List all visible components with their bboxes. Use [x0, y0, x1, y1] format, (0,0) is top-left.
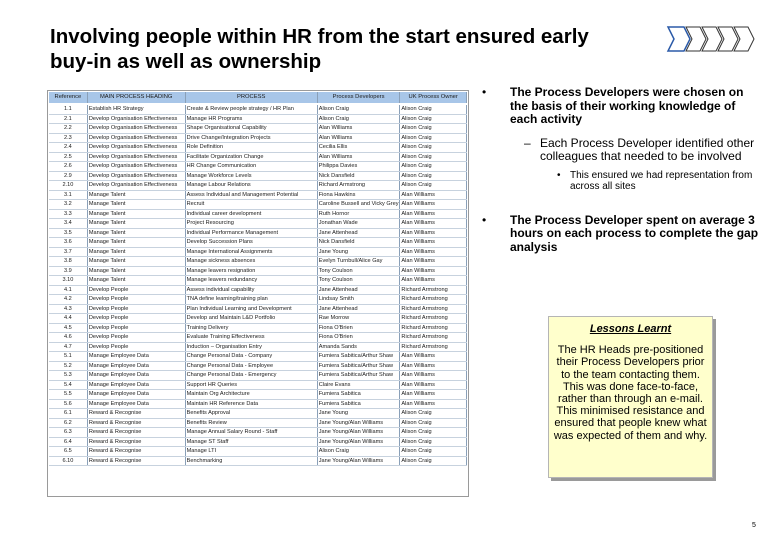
table-cell: Fumiera Sabitica — [317, 399, 400, 409]
table-cell: Manage Employee Data — [87, 352, 185, 362]
table-cell: Evaluate Training Effectiveness — [185, 333, 317, 343]
column-header: MAIN PROCESS HEADING — [87, 92, 185, 104]
table-cell: 1.1 — [49, 104, 87, 114]
table-cell: Alison Craig — [400, 181, 467, 191]
table-cell: Develop People — [87, 342, 185, 352]
table-cell: Project Resourcing — [185, 219, 317, 229]
table-cell: Fumiera Sabitica — [317, 390, 400, 400]
table-cell: Claire Evans — [317, 380, 400, 390]
column-header: Process Developers — [317, 92, 400, 104]
table-cell: Alison Craig — [317, 104, 400, 114]
process-chevrons-icon — [666, 24, 762, 54]
table-cell: Training Delivery — [185, 323, 317, 333]
column-header: Reference — [49, 92, 87, 104]
table-cell: Facilitate Organization Change — [185, 152, 317, 162]
table-cell: 3.9 — [49, 266, 87, 276]
table-cell: Develop Organisation Effectiveness — [87, 133, 185, 143]
table-cell: HR Change Communication — [185, 162, 317, 172]
table-row — [49, 162, 467, 172]
sub-sub-bullet-sites — [482, 170, 764, 192]
table-cell: Develop People — [87, 304, 185, 314]
table-cell: Alison Craig — [400, 162, 467, 172]
table-cell: Individual career development — [185, 209, 317, 219]
table-cell: Manage Employee Data — [87, 380, 185, 390]
table-cell: 4.6 — [49, 333, 87, 343]
table-cell: Benchmarking — [185, 456, 317, 466]
table-cell: Recruit — [185, 200, 317, 210]
table-body — [49, 104, 467, 466]
table-cell: Tony Coulson — [317, 266, 400, 276]
table-cell: Manage Labour Relations — [185, 181, 317, 191]
table-cell: 5.2 — [49, 361, 87, 371]
table-cell: Jane Young/Alan Williams — [317, 428, 400, 438]
table-cell: Develop Organisation Effectiveness — [87, 143, 185, 153]
table-cell: 3.10 — [49, 276, 87, 286]
table-cell: Alan Williams — [400, 390, 467, 400]
table-row — [49, 124, 467, 134]
table-cell: Alison Craig — [317, 447, 400, 457]
table-cell: 2.1 — [49, 114, 87, 124]
table-row — [49, 428, 467, 438]
table-cell: 3.4 — [49, 219, 87, 229]
table-cell: Alison Craig — [400, 171, 467, 181]
column-header: UK Process Owner — [400, 92, 467, 104]
table-row — [49, 371, 467, 381]
column-header: PROCESS — [185, 92, 317, 104]
process-table — [49, 92, 467, 466]
table-row — [49, 257, 467, 267]
table-cell: Manage Workforce Levels — [185, 171, 317, 181]
table-cell: Rae Morrow — [317, 314, 400, 324]
table-cell: Alison Craig — [400, 104, 467, 114]
table-cell: 3.1 — [49, 190, 87, 200]
table-cell: Alan Williams — [317, 152, 400, 162]
table-cell: Jonathan Wade — [317, 219, 400, 229]
table-row — [49, 181, 467, 191]
table-cell: Manage LTI — [185, 447, 317, 457]
table-row — [49, 152, 467, 162]
table-cell: Alison Craig — [400, 114, 467, 124]
table-cell: Alison Craig — [400, 418, 467, 428]
table-cell: Develop People — [87, 285, 185, 295]
table-cell: 5.3 — [49, 371, 87, 381]
small-bullet-marker: • — [557, 169, 561, 181]
table-row — [49, 437, 467, 447]
table-cell: Alan Williams — [400, 247, 467, 257]
table-cell: Alan Williams — [400, 238, 467, 248]
table-cell: Jane Attenhead — [317, 304, 400, 314]
table-cell: Benefits Approval — [185, 409, 317, 419]
table-cell: Manage Talent — [87, 219, 185, 229]
table-cell: Manage Talent — [87, 238, 185, 248]
lessons-learnt-note — [548, 316, 713, 478]
table-row — [49, 133, 467, 143]
table-cell: Alison Craig — [400, 447, 467, 457]
table-cell: Alison Craig — [400, 428, 467, 438]
table-cell: Richard Armstrong — [400, 285, 467, 295]
table-cell: 6.10 — [49, 456, 87, 466]
table-cell: Develop Succession Plans — [185, 238, 317, 248]
table-cell: Alison Craig — [400, 437, 467, 447]
table-cell: Develop Organisation Effectiveness — [87, 152, 185, 162]
table-cell: Alan Williams — [400, 276, 467, 286]
dash-marker: – — [524, 135, 531, 150]
table-cell: Richard Armstrong — [400, 314, 467, 324]
table-cell: Maintain Org Architecture — [185, 390, 317, 400]
table-cell: Alan Williams — [400, 219, 467, 229]
table-row — [49, 304, 467, 314]
table-cell: 2.4 — [49, 143, 87, 153]
table-cell: Reward & Recognise — [87, 409, 185, 419]
table-cell: Alan Williams — [400, 380, 467, 390]
table-cell: Create & Review people strategy / HR Plan — [185, 104, 317, 114]
table-cell: 3.3 — [49, 209, 87, 219]
table-cell: Reward & Recognise — [87, 437, 185, 447]
table-cell: Alan Williams — [400, 361, 467, 371]
table-row — [49, 342, 467, 352]
table-cell: Ruth Hornor — [317, 209, 400, 219]
table-cell: Shape Organisational Capability — [185, 124, 317, 134]
table-cell: Nick Dansfield — [317, 238, 400, 248]
table-row — [49, 219, 467, 229]
table-cell: Induction – Organisation Entry — [185, 342, 317, 352]
table-cell: Lindsay Smith — [317, 295, 400, 305]
table-cell: Richard Armstrong — [400, 295, 467, 305]
table-row — [49, 399, 467, 409]
table-row — [49, 171, 467, 181]
table-row — [49, 104, 467, 114]
table-cell: 2.3 — [49, 133, 87, 143]
table-cell: 6.2 — [49, 418, 87, 428]
table-cell: Establish HR Strategy — [87, 104, 185, 114]
table-cell: Change Personal Data - Employee — [185, 361, 317, 371]
table-cell: Develop People — [87, 323, 185, 333]
table-cell: Jane Attenhead — [317, 228, 400, 238]
table-cell: Richard Armstrong — [400, 342, 467, 352]
table-cell: Assess individual capability — [185, 285, 317, 295]
table-cell: Develop People — [87, 314, 185, 324]
table-cell: Benefits Review — [185, 418, 317, 428]
table-cell: Cecilia Ellis — [317, 143, 400, 153]
table-cell: Develop Organisation Effectiveness — [87, 171, 185, 181]
table-cell: Alison Craig — [400, 456, 467, 466]
table-cell: Fiona O'Brien — [317, 323, 400, 333]
table-cell: Richard Armstrong — [317, 181, 400, 191]
table-cell: Alan Williams — [400, 228, 467, 238]
table-cell: 4.4 — [49, 314, 87, 324]
table-cell: Alan Williams — [317, 124, 400, 134]
table-cell: 2.9 — [49, 171, 87, 181]
table-cell: Alan Williams — [400, 352, 467, 362]
table-row — [49, 295, 467, 305]
table-cell: Jane Young — [317, 409, 400, 419]
table-cell: Manage Talent — [87, 276, 185, 286]
table-row — [49, 361, 467, 371]
table-cell: Reward & Recognise — [87, 418, 185, 428]
table-cell: Manage Talent — [87, 228, 185, 238]
table-row — [49, 447, 467, 457]
page-number: 5 — [752, 522, 756, 529]
table-cell: Alan Williams — [400, 257, 467, 267]
table-cell: Change Personal Data - Company — [185, 352, 317, 362]
table-row — [49, 209, 467, 219]
table-cell: Evelyn Turnbull/Alice Gay — [317, 257, 400, 267]
table-cell: Assess Individual and Management Potential — [185, 190, 317, 200]
table-cell: Develop People — [87, 333, 185, 343]
table-cell: 6.4 — [49, 437, 87, 447]
table-cell: Fiona O'Brien — [317, 333, 400, 343]
table-cell: Reward & Recognise — [87, 456, 185, 466]
table-cell: Manage Talent — [87, 190, 185, 200]
table-cell: 6.1 — [49, 409, 87, 419]
table-cell: Manage Talent — [87, 257, 185, 267]
table-cell: Manage International Assignments — [185, 247, 317, 257]
table-cell: Alan Williams — [400, 371, 467, 381]
table-row — [49, 390, 467, 400]
table-row — [49, 266, 467, 276]
table-cell: Manage ST Staff — [185, 437, 317, 447]
table-cell: Manage Employee Data — [87, 371, 185, 381]
table-cell: 3.2 — [49, 200, 87, 210]
table-cell: Fumiera Sabitica/Arthur Shaw — [317, 361, 400, 371]
table-row — [49, 238, 467, 248]
table-row — [49, 276, 467, 286]
sub-bullet-colleagues — [482, 137, 764, 164]
table-cell: 5.5 — [49, 390, 87, 400]
table-cell: Richard Armstrong — [400, 304, 467, 314]
table-cell: Richard Armstrong — [400, 323, 467, 333]
table-cell: Plan Individual Learning and Development — [185, 304, 317, 314]
table-cell: Nick Dansfield — [317, 171, 400, 181]
table-cell: Manage Talent — [87, 247, 185, 257]
table-cell: Develop People — [87, 295, 185, 305]
table-cell: Alan Williams — [400, 266, 467, 276]
table-cell: 4.7 — [49, 342, 87, 352]
table-cell: 5.4 — [49, 380, 87, 390]
table-row — [49, 228, 467, 238]
table-header-row — [49, 92, 467, 104]
table-cell: Manage leavers resignation — [185, 266, 317, 276]
table-row — [49, 247, 467, 257]
table-cell: 4.2 — [49, 295, 87, 305]
slide-title — [50, 24, 670, 74]
table-cell: Develop and Maintain L&D Portfolio — [185, 314, 317, 324]
bullet-marker: • — [482, 212, 487, 227]
table-cell: Reward & Recognise — [87, 447, 185, 457]
bullet-marker: • — [482, 85, 487, 99]
table-cell: Role Definition — [185, 143, 317, 153]
table-cell: 2.2 — [49, 124, 87, 134]
title-line-1: Involving people within HR from the start ensured early — [50, 25, 589, 48]
table-cell: Jane Young/Alan Williams — [317, 437, 400, 447]
table-row — [49, 200, 467, 210]
table-cell: Alison Craig — [400, 133, 467, 143]
table-cell: Manage Talent — [87, 209, 185, 219]
table-cell: Alan Williams — [400, 399, 467, 409]
table-cell: Alison Craig — [317, 114, 400, 124]
table-cell: Fumiera Sabitica/Arthur Shaw — [317, 352, 400, 362]
table-row — [49, 409, 467, 419]
table-cell: 2.5 — [49, 152, 87, 162]
table-cell: 3.7 — [49, 247, 87, 257]
table-cell: Philippa Davies — [317, 162, 400, 172]
process-table-image — [47, 90, 469, 497]
table-cell: Fiona Hawkins — [317, 190, 400, 200]
table-cell: Manage leavers redundancy — [185, 276, 317, 286]
table-cell: Alan Williams — [400, 200, 467, 210]
table-cell: Manage Talent — [87, 200, 185, 210]
table-row — [49, 352, 467, 362]
table-cell: Jane Young/Alan Williams — [317, 418, 400, 428]
table-cell: Caroline Bussell and Vicky Grey — [318, 201, 399, 207]
table-cell: Develop Organisation Effectiveness — [87, 181, 185, 191]
table-cell: Manage Talent — [87, 266, 185, 276]
table-cell: 3.5 — [49, 228, 87, 238]
table-cell: Fumiera Sabitica/Arthur Shaw — [317, 371, 400, 381]
table-cell: Alison Craig — [400, 143, 467, 153]
table-cell: Alison Craig — [400, 152, 467, 162]
table-cell: Develop Organisation Effectiveness — [87, 162, 185, 172]
sub-sub-bullet-text: This ensured we had representation from across all sites — [570, 169, 753, 192]
table-cell: Manage Employee Data — [87, 361, 185, 371]
table-row — [49, 190, 467, 200]
table-cell: Jane Attenhead — [317, 285, 400, 295]
table-cell: Manage Annual Salary Round - Staff — [185, 428, 317, 438]
table-row — [49, 333, 467, 343]
table-cell: Alan Williams — [400, 190, 467, 200]
table-cell: 2.10 — [49, 181, 87, 191]
bullet-text: The Process Developer spent on average 3 hours on each process to complete the gap analysis — [510, 212, 759, 254]
table-cell: Alison Craig — [400, 409, 467, 419]
table-cell: 4.1 — [49, 285, 87, 295]
table-row — [49, 114, 467, 124]
table-cell: Develop Organisation Effectiveness — [87, 124, 185, 134]
table-cell: Reward & Recognise — [87, 428, 185, 438]
lessons-body: The HR Heads pre-positioned their Process Developers prior to the team contacting them. This was done face-to-face, rather than through an e-mail. This minimised resistance and ensured that people knew what was expected of them and why. — [553, 344, 708, 442]
table-cell: 5.6 — [49, 399, 87, 409]
table-row — [49, 285, 467, 295]
bullet-average-hours — [482, 214, 764, 255]
lessons-heading: Lessons Learnt — [589, 323, 672, 335]
table-cell: Develop Organisation Effectiveness — [87, 114, 185, 124]
table-cell: Manage HR Programs — [185, 114, 317, 124]
table-cell: Amanda Sands — [317, 342, 400, 352]
sub-bullet-text: Each Process Developer identified other colleagues that needed to be involved — [540, 135, 755, 163]
table-row — [49, 323, 467, 333]
table-cell: Maintain HR Reference Data — [185, 399, 317, 409]
table-row — [49, 143, 467, 153]
table-cell: 3.8 — [49, 257, 87, 267]
table-cell: 4.3 — [49, 304, 87, 314]
table-cell: Jane Young — [317, 247, 400, 257]
table-cell: Change Personal Data - Emergency — [185, 371, 317, 381]
table-cell: Alison Craig — [400, 124, 467, 134]
table-cell: Manage Employee Data — [87, 390, 185, 400]
bullet-points — [482, 86, 764, 254]
table-cell: Tony Coulson — [317, 276, 400, 286]
table-cell: 3.6 — [49, 238, 87, 248]
table-cell: 2.6 — [49, 162, 87, 172]
bullet-text: The Process Developers were chosen on the basis of their working knowledge of each activity — [510, 85, 744, 126]
title-line-2: buy-in as well as ownership — [50, 50, 322, 73]
table-cell: 6.3 — [49, 428, 87, 438]
table-cell: Jane Young/Alan Williams — [317, 456, 400, 466]
table-cell: Alan Williams — [317, 133, 400, 143]
table-cell: Richard Armstrong — [400, 333, 467, 343]
table-row — [49, 418, 467, 428]
bullet-process-developers — [482, 86, 764, 127]
table-cell: Support HR Queries — [185, 380, 317, 390]
table-cell: Manage sickness absences — [185, 257, 317, 267]
table-cell: 4.5 — [49, 323, 87, 333]
table-row — [49, 380, 467, 390]
table-row — [49, 314, 467, 324]
table-cell: Drive Change/Integration Projects — [185, 133, 317, 143]
table-cell: Individual Performance Management — [185, 228, 317, 238]
table-cell: Alan Williams — [400, 209, 467, 219]
table-row — [49, 456, 467, 466]
table-cell: 6.5 — [49, 447, 87, 457]
table-cell: TNA define learning/training plan — [185, 295, 317, 305]
table-cell: 5.1 — [49, 352, 87, 362]
table-cell: Manage Employee Data — [87, 399, 185, 409]
